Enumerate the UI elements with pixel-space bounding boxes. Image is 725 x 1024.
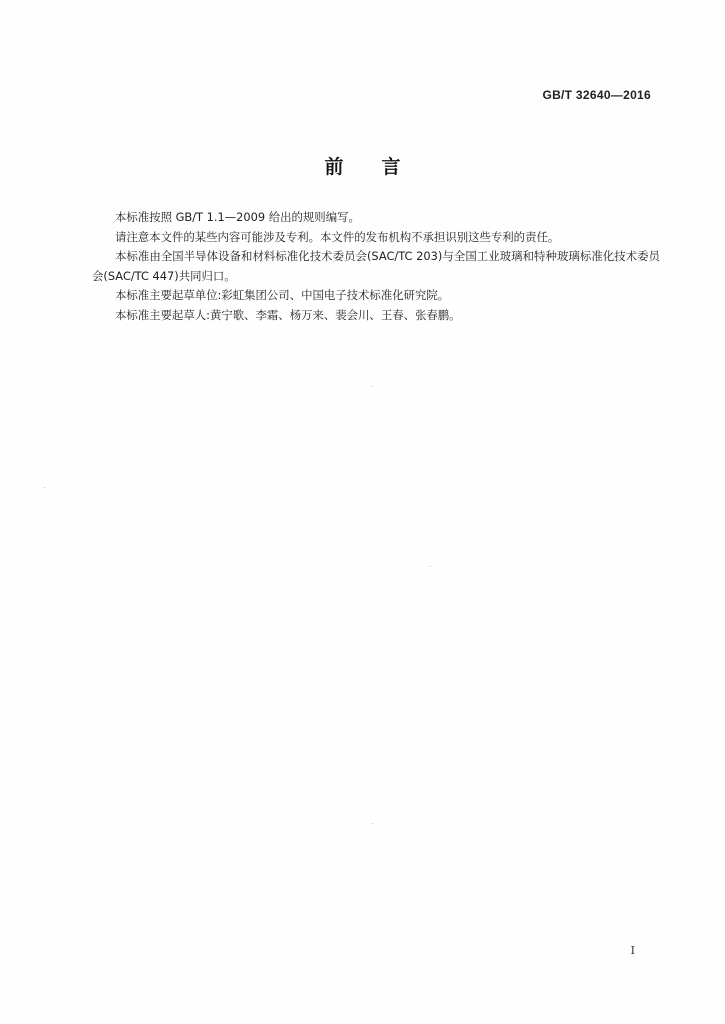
scan-speck <box>430 566 431 567</box>
page-number: I <box>630 944 635 957</box>
paragraph-jurisdiction: 本标准由全国半导体设备和材料标准化技术委员会(SAC/TC 203)与全国工业玻璃和特种玻璃标准化技术委员会(SAC/TC 447)共同归口。 <box>92 249 660 283</box>
standard-number: GB/T 32640—2016 <box>542 88 651 102</box>
scan-speck <box>371 386 372 387</box>
paragraph-drafters: 本标准主要起草人:黄宁歌、李霜、杨万来、裴会川、王春、张春鹏。 <box>115 307 461 322</box>
paragraph-drafting-rules: 本标准按照 GB/T 1.1—2009 给出的规则编写。 <box>115 210 360 224</box>
scan-speck <box>372 823 373 824</box>
paragraph-drafting-organizations: 本标准主要起草单位:彩虹集团公司、中国电子技术标准化研究院。 <box>115 288 450 303</box>
page-title: 前言 <box>324 156 439 178</box>
paragraph-patent-notice: 请注意本文件的某些内容可能涉及专利。本文件的发布机构不承担识别这些专利的责任。 <box>115 229 560 244</box>
scan-speck <box>44 487 45 488</box>
preface-body <box>92 208 660 326</box>
